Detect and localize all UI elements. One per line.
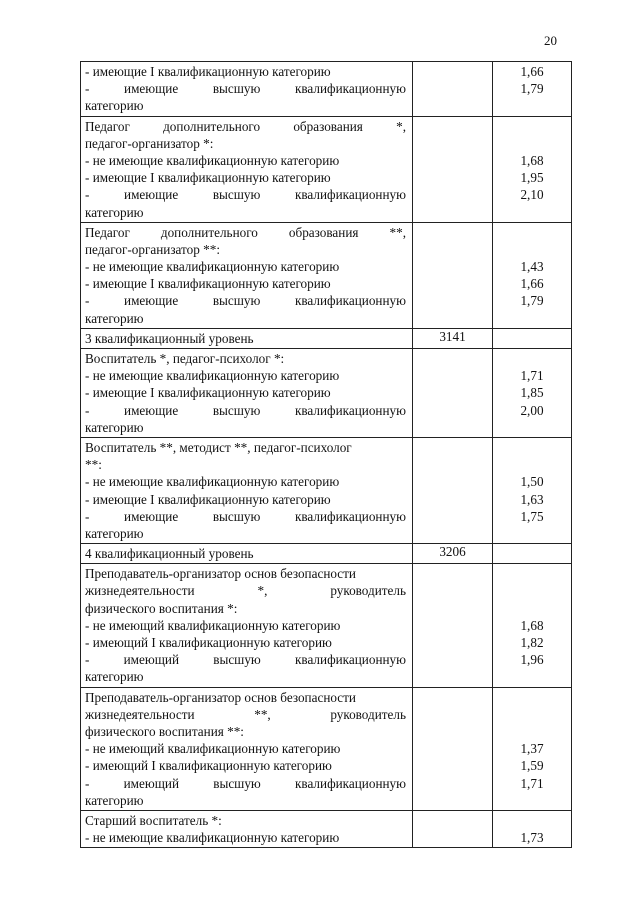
description-line: педагог-организатор **: bbox=[85, 241, 220, 257]
table-row bbox=[81, 116, 572, 222]
table-row bbox=[81, 687, 572, 810]
description-word: **, bbox=[389, 224, 406, 240]
position-cell bbox=[81, 328, 413, 348]
position-cell bbox=[81, 116, 413, 222]
description-line: - не имеющие квалификационную категорию bbox=[85, 474, 340, 490]
description-word: - bbox=[85, 402, 90, 418]
table-row bbox=[81, 544, 572, 564]
description-word: высшую bbox=[212, 293, 261, 309]
description-line: категорию bbox=[85, 525, 144, 541]
description-line: Преподаватель-организатор основ безопасности bbox=[85, 566, 356, 582]
description-line: - имеющие I квалификационную категорию bbox=[85, 170, 331, 186]
description-line: Воспитатель **, методист **, педагог-психолог bbox=[85, 439, 352, 455]
description-line bbox=[85, 80, 406, 97]
table-row bbox=[81, 437, 572, 543]
code-cell bbox=[413, 564, 493, 687]
description-line bbox=[85, 582, 406, 599]
description-line bbox=[85, 224, 406, 241]
code-cell bbox=[413, 437, 493, 543]
code-cell bbox=[413, 62, 493, 117]
description-line: - не имеющий квалификационную категорию bbox=[85, 741, 341, 757]
description-word: - bbox=[85, 293, 90, 309]
description-word: имеющие bbox=[124, 81, 179, 97]
position-cell bbox=[81, 544, 413, 564]
description-line: физического воспитания **: bbox=[85, 723, 244, 739]
description-word: руководитель bbox=[330, 583, 406, 599]
description-word: высшую bbox=[213, 775, 261, 791]
table-body bbox=[81, 62, 572, 848]
description-line: **: bbox=[85, 457, 102, 473]
description-word: образования bbox=[293, 118, 363, 134]
description-word: квалификационную bbox=[294, 187, 406, 203]
coefficient-value: 1,79 bbox=[520, 293, 544, 309]
position-cell bbox=[81, 437, 413, 543]
description-line: - не имеющие квалификационную категорию bbox=[85, 368, 340, 384]
description-word: имеющие bbox=[124, 187, 179, 203]
description-word: дополнительного bbox=[160, 224, 258, 240]
description-line: категорию bbox=[85, 204, 144, 220]
description-line: физического воспитания *: bbox=[85, 600, 238, 616]
coefficient-value: 1,82 bbox=[520, 635, 544, 651]
description-word: квалификационную bbox=[294, 81, 406, 97]
description-word: квалификационную bbox=[294, 293, 406, 309]
description-word: высшую bbox=[212, 187, 261, 203]
coefficient-value: 1,66 bbox=[520, 64, 544, 79]
description-word: квалификационную bbox=[295, 652, 406, 668]
code-cell bbox=[413, 810, 493, 847]
coefficient-cell bbox=[493, 222, 572, 328]
description-line: - имеющие I квалификационную категорию bbox=[85, 491, 331, 507]
description-line: - не имеющие квалификационную категорию bbox=[85, 830, 340, 846]
description-line: 3 квалификационный уровень bbox=[85, 330, 254, 346]
description-line: - имеющий I квалификационную категорию bbox=[85, 635, 332, 650]
description-line: - не имеющий квалификационную категорию bbox=[85, 617, 341, 633]
table-row bbox=[81, 564, 572, 687]
coefficient-value: 1,59 bbox=[520, 758, 544, 774]
description-word: *, bbox=[257, 583, 268, 599]
coefficient-cell bbox=[493, 564, 572, 687]
code-cell bbox=[413, 116, 493, 222]
description-word: квалификационную bbox=[294, 402, 406, 418]
description-line: Преподаватель-организатор основ безопасности bbox=[85, 689, 356, 705]
coefficient-value: 1,95 bbox=[520, 170, 544, 186]
description-line: - не имеющие квалификационную категорию bbox=[85, 259, 340, 275]
qualification-table bbox=[80, 61, 572, 848]
coefficient-value: 1,37 bbox=[520, 741, 544, 757]
description-line: Старший воспитатель *: bbox=[85, 812, 222, 828]
coefficient-value: 1,71 bbox=[520, 775, 544, 791]
description-word: **, bbox=[254, 706, 271, 722]
coefficient-value: 1,43 bbox=[520, 259, 544, 275]
position-cell bbox=[81, 687, 413, 810]
description-word: квалификационную bbox=[295, 775, 406, 791]
description-word: Педагог bbox=[85, 118, 130, 134]
description-line: категорию bbox=[85, 792, 144, 808]
description-word: квалификационную bbox=[294, 508, 406, 524]
salary-code: 3206 bbox=[439, 544, 466, 560]
description-line: Воспитатель *, педагог-психолог *: bbox=[85, 351, 285, 366]
description-line bbox=[85, 706, 406, 723]
description-line bbox=[85, 651, 406, 668]
description-line: - имеющие I квалификационную категорию bbox=[85, 64, 331, 79]
description-word: высшую bbox=[212, 402, 261, 418]
description-line: - не имеющие квалификационную категорию bbox=[85, 152, 340, 168]
description-word: - bbox=[85, 508, 90, 524]
description-word: высшую bbox=[212, 508, 261, 524]
description-word: имеющий bbox=[123, 775, 180, 791]
table-row bbox=[81, 349, 572, 438]
coefficient-cell bbox=[493, 437, 572, 543]
description-word: имеющие bbox=[124, 508, 179, 524]
coefficient-cell bbox=[493, 810, 572, 847]
description-word: руководитель bbox=[330, 706, 406, 722]
description-word: жизнедеятельности bbox=[85, 706, 195, 722]
description-word: жизнедеятельности bbox=[85, 583, 195, 599]
coefficient-value: 1,50 bbox=[520, 474, 544, 490]
position-cell bbox=[81, 564, 413, 687]
description-word: *, bbox=[396, 118, 406, 134]
description-line: категорию bbox=[85, 419, 144, 435]
code-cell bbox=[413, 687, 493, 810]
coefficient-value: 1,68 bbox=[520, 152, 544, 168]
description-word: высшую bbox=[213, 652, 261, 668]
description-line: - имеющие I квалификационную категорию bbox=[85, 385, 331, 401]
description-line bbox=[85, 402, 406, 419]
position-cell bbox=[81, 222, 413, 328]
code-cell bbox=[413, 222, 493, 328]
description-line: категорию bbox=[85, 310, 144, 326]
description-word: - bbox=[85, 187, 90, 203]
description-word: - bbox=[85, 775, 90, 791]
position-cell bbox=[81, 810, 413, 847]
coefficient-value: 1,68 bbox=[520, 617, 544, 633]
table-row bbox=[81, 62, 572, 117]
salary-code: 3141 bbox=[439, 328, 466, 344]
position-cell bbox=[81, 349, 413, 438]
coefficient-value: 1,75 bbox=[520, 508, 544, 524]
coefficient-cell bbox=[493, 116, 572, 222]
position-cell bbox=[81, 62, 413, 117]
description-word: Педагог bbox=[85, 224, 130, 240]
coefficient-value: 1,85 bbox=[520, 385, 544, 401]
description-line bbox=[85, 186, 406, 203]
table-row bbox=[81, 810, 572, 847]
description-line: - имеющие I квалификационную категорию bbox=[85, 276, 331, 292]
coefficient-cell bbox=[493, 349, 572, 438]
coefficient-value: 1,96 bbox=[520, 652, 544, 668]
coefficient-value: 2,00 bbox=[520, 402, 544, 418]
coefficient-value: 1,71 bbox=[520, 368, 544, 384]
description-word: - bbox=[85, 652, 90, 668]
description-line: - имеющий I квалификационную категорию bbox=[85, 758, 332, 774]
coefficient-cell bbox=[493, 62, 572, 117]
description-word: имеющие bbox=[124, 402, 179, 418]
description-line: 4 квалификационный уровень bbox=[85, 546, 254, 562]
description-word: - bbox=[85, 81, 90, 97]
table-row bbox=[81, 328, 572, 348]
coefficient-value: 1,63 bbox=[520, 491, 544, 507]
coefficient-value: 1,73 bbox=[520, 830, 544, 846]
description-word: высшую bbox=[212, 81, 261, 97]
description-line bbox=[85, 508, 406, 525]
coefficient-value: 2,10 bbox=[520, 187, 544, 203]
code-cell bbox=[413, 544, 493, 564]
coefficient-value: 1,66 bbox=[520, 276, 544, 292]
description-line bbox=[85, 118, 406, 135]
description-line: педагог-организатор *: bbox=[85, 135, 214, 151]
coefficient-cell bbox=[493, 687, 572, 810]
page-number: 20 bbox=[544, 33, 557, 48]
coefficient-cell bbox=[493, 544, 572, 564]
description-word: имеющие bbox=[124, 293, 179, 309]
description-line bbox=[85, 292, 406, 309]
code-cell bbox=[413, 328, 493, 348]
code-cell bbox=[413, 349, 493, 438]
coefficient-cell bbox=[493, 328, 572, 348]
description-line: категорию bbox=[85, 98, 144, 114]
description-word: дополнительного bbox=[163, 118, 261, 134]
table-row bbox=[81, 222, 572, 328]
description-line bbox=[85, 775, 406, 792]
description-line: категорию bbox=[85, 669, 144, 685]
coefficient-value: 1,79 bbox=[520, 81, 544, 97]
description-word: имеющий bbox=[123, 652, 180, 668]
description-word: образования bbox=[288, 224, 359, 240]
